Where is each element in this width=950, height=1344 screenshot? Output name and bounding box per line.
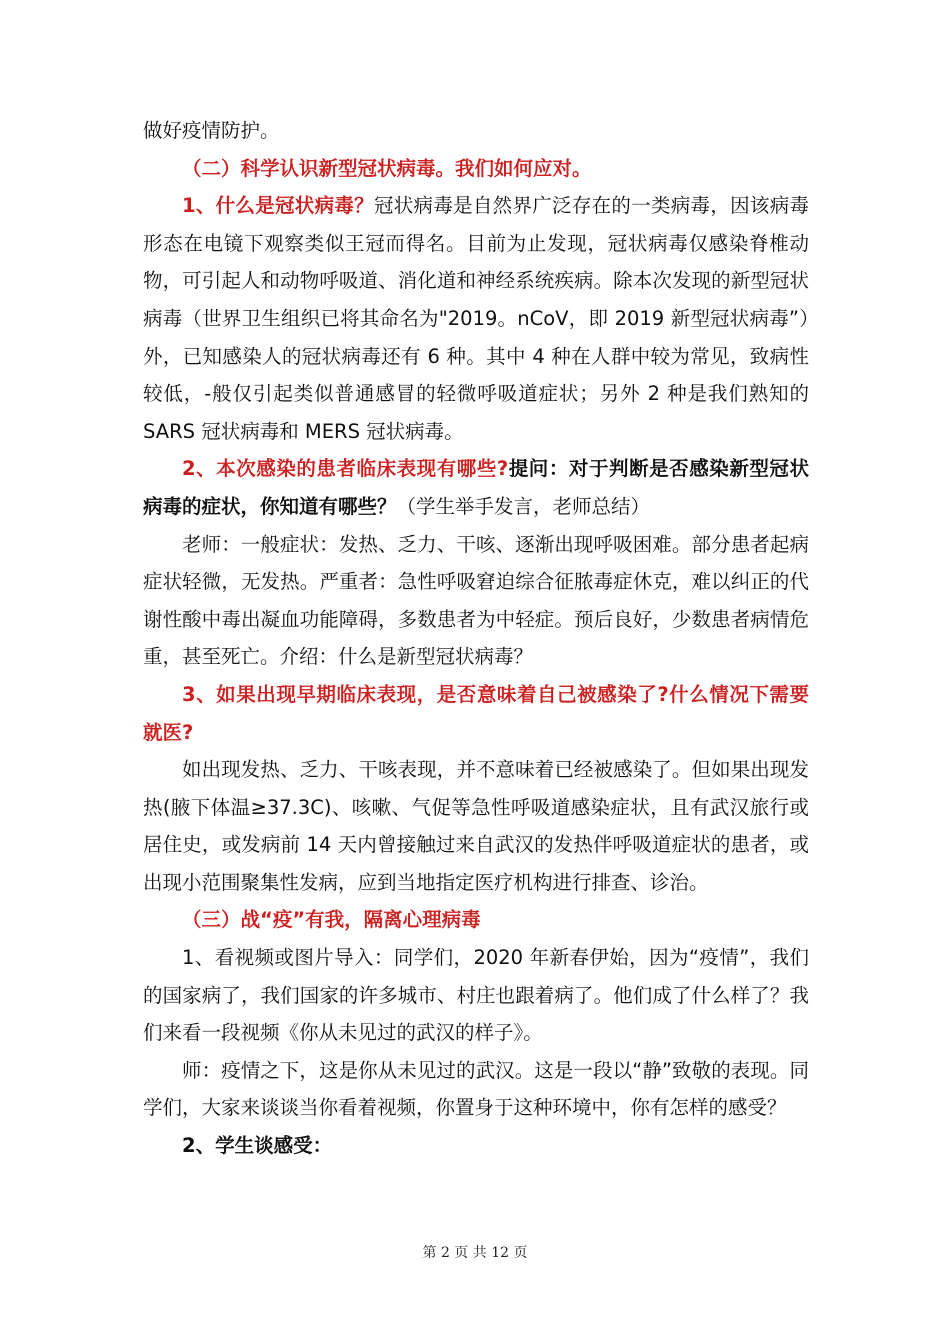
document-body (143, 112, 809, 1165)
paragraph-intro: 做好疫情防护。 (143, 119, 280, 142)
paragraph-teacher-summary: 老师：一般症状：发热、乏力、干咳、逐渐出现呼吸困难。部分患者起病症状轻微，无发热。严重者：急性呼吸窘迫综合征脓毒症休克，难以纠正的代谢性酸中毒出凝血功能障碍，多数患者为中轻症。预后良好，少数患者病情危重，甚至死亡。介绍：什么是新型冠状病毒？ (143, 532, 809, 669)
section-heading-3: （三）战“疫”有我，隔离心理病毒 (182, 908, 481, 932)
section-heading-2: （二）科学认识新型冠状病毒。我们如何应对。 (182, 156, 592, 180)
page-number-footer: 第 2 页 共 12 页 (422, 1245, 528, 1261)
question-3-label: 3、如果出现早期临床表现，是否意味着自己被感染了?什么情况下需要就医? (143, 682, 809, 744)
question-1-label: 1、什么是冠状病毒？ (182, 194, 374, 218)
question-1-body: 冠状病毒是自然界广泛存在的一类病毒，因该病毒形态在电镜下观察类似王冠而得名。目前为止发现，冠状病毒仅感染脊椎动物，可引起人和动物呼吸道、消化道和神经系统疾病。除本次发现的新型冠状病毒（世界卫生组织已将其命名为"2019。nCoV，即 2019 新型冠状病毒”）外，已知感染人的冠状病毒还有 6 种。其中 4 种在人群中较为常见，致病性较低，-般仅引起类似普通感冒的轻微呼吸道症状；另外 2 种是我们熟知的 SARS 冠状病毒和 MERS 冠状病毒。 (143, 194, 809, 443)
question-2-prompt: 提问：对于判断是否感染新型冠状病毒的症状，你知道有哪些？ (143, 457, 809, 518)
paragraph-q1 (143, 187, 809, 450)
paragraph-q3: 如出现发热、乏力、干咳表现，并不意味着已经被感染了。但如果出现发热(腋下体温≥37.3C)、咳嗽、气促等急性呼吸道感染症状，且有武汉旅行或居住史，或发病前 14 天内曾接触过来自武汉的发热伴呼吸道症状的患者，或出现小范围聚集性发病，应到当地指定医疗机构进行排查、诊治。 (143, 758, 809, 894)
paragraph-q2 (143, 450, 809, 525)
paragraph-teacher-2: 师：疫情之下，这是你从未见过的武汉。这是一段以“静”致敬的表现。同学们，大家来谈谈当你看着视频，你置身于这种环境中，你有怎样的感受？ (143, 1058, 809, 1120)
question-2-label: 2、本次感染的患者临床表现有哪些? (182, 457, 509, 481)
paragraph-students: 2、学生谈感受： (182, 1134, 333, 1158)
question-2-note: （学生举手发言，老师总结） (396, 494, 651, 518)
paragraph-video: 1、看视频或图片导入：同学们，2020 年新春伊始，因为“疫情”，我们的国家病了，我们国家的许多城市、村庄也跟着病了。他们成了什么样了？我们来看一段视频《你从未见过的武汉的样子》。 (143, 946, 809, 1045)
